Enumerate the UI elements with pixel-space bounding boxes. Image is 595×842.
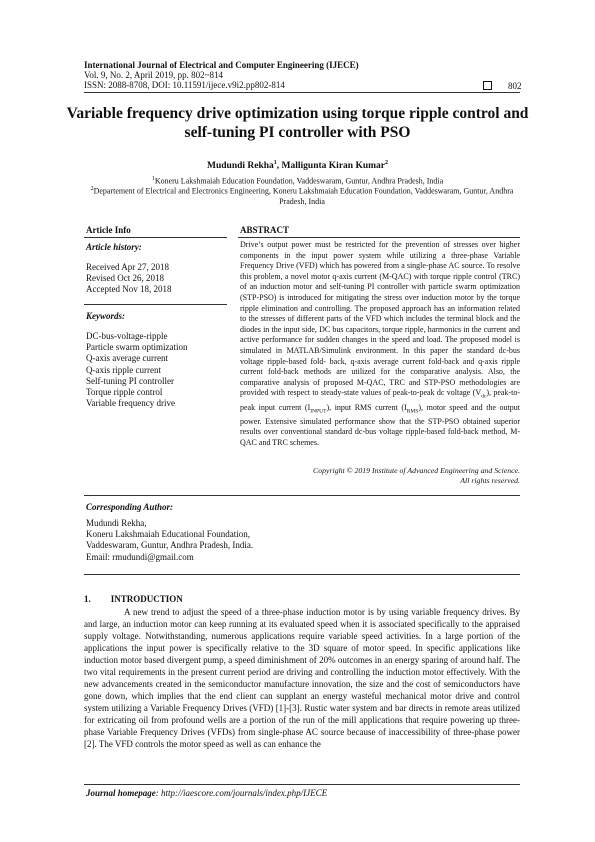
sub-dc: dc — [481, 393, 487, 400]
keywords-label: Keywords: — [86, 311, 125, 321]
author-2-sup: 2 — [385, 160, 388, 166]
intro-heading — [84, 594, 183, 604]
author-separator: , — [276, 161, 282, 172]
author-list — [60, 160, 535, 171]
keyword-item: Particle swarm optimization — [86, 342, 188, 353]
corresponding-label: Corresponding Author: — [86, 502, 173, 512]
corresponding-rule-top — [84, 495, 520, 496]
article-info-heading: Article Info — [86, 225, 131, 235]
corresponding-line: Koneru Lakshmaiah Educational Foundation, — [86, 529, 250, 540]
copyright-line-1: Copyright © 2019 Institute of Advanced Engineering and Science. — [313, 466, 520, 475]
homepage-url[interactable]: : http://iaescore.com/journals/index.php/IJECE — [155, 788, 328, 798]
volume-info: Vol. 9, No. 2, April 2019, pp. 802~814 — [84, 70, 223, 80]
keyword-item: Self-tuning PI controller — [86, 375, 174, 386]
intro-body — [84, 606, 520, 750]
aff-2-text: Departement of Electrical and Electronics Engineering, Koneru Lakshmaiah Education Foundation, Vaddeswaram, Guntur, Andhra Pradesh, India — [93, 186, 514, 206]
journal-homepage — [86, 788, 327, 798]
keywords-rule — [84, 304, 227, 305]
abstract-part-c: ), input RMS current (I — [326, 402, 407, 412]
copyright-notice — [240, 466, 520, 486]
intro-paragraph: A new trend to adjust the speed of a three-phase induction motor is by using variable frequency drives. By and large, an induction motor can keep running at its evaluated speed when it is associated specifically to the appraised supply voltage. Notwithstanding, numerous applications require variable speed activities. In a large portion of the applications the input power is specifically relative to the 3D square of motor speed. In specific applications like induction motor based divergent pump, a speed diminishment of 20% outcomes in an energy sparing of around half. The two vital requirements in the present current period are driving and controlling the induction motor effectively. With the new advancements created in the semiconductor manufacture innovation, the size and the cost of semiconductors have gone down, which implies that the end client can supplant an energy wasteful mechanical motor drive and control system utilizing a Variable Frequency Drives (VFD) [1]-[3]. Rustic water system and bar directs in remote areas utilized for extricating oil from profound wells are a portion of the run of the mill applications that require powering up three-phase Variable Frequency Drives (VFDs) from single-phase AC source because of inaccessibility of three-phase power [2]. The VFD controls the motor speed as well as can enhance the — [84, 607, 520, 749]
aff-2-sup: 2 — [90, 186, 94, 192]
abstract-part-b: ), peak-to-peak input current (I — [240, 388, 520, 412]
keyword-list — [86, 331, 187, 409]
copyright-line-2: All rights reserved. — [460, 476, 520, 485]
author-1-sup: 1 — [273, 160, 277, 166]
abstract-part-a: Drive’s output power must be restricted for the prevention of stresses over higher components in the input power system while utilizing a three-phase Variable Frequency Drive (VFD) which has powered from a single-phase AC source. To resolve this problem, a novel motor q-axis current (M-QAC) with torque ripple control (TRC) of an induction motor and self-tuning PI controller with particle swarm optimization (STP-PSO) is introduced for mitigating the stress over induction motor by the torque ripple elimination and controlling. The proposed approach has an information related to the stresses of different parts of the VFD which includes the terminal block and the diodes in the input side, DC bus capacitors, torque ripple, harmonics in the current and active performance for sudden changes in the speed and load. The proposed model is simulated in MATLAB/Simulink environment. In this paper the standard dc-bus voltage ripple-based fold- back, q-axis average current fold-back and q-axis ripple current fold-back methods are utilized for the comparative analysis. Also, the comparative analysis of proposed M-QAC, TRC and STP-PSO methodologies are provided with respect to steady-state values of peak-to-peak dc voltage (V — [240, 240, 520, 398]
accepted-date: Accepted Nov 18, 2018 — [86, 284, 172, 295]
running-header — [84, 60, 359, 90]
revised-date: Revised Oct 26, 2018 — [86, 273, 164, 284]
keyword-item: Q-axis ripple current — [86, 364, 161, 375]
homepage-label: Journal homepage — [86, 788, 156, 798]
intro-title: INTRODUCTION — [110, 594, 183, 604]
sub-input: INPUT — [310, 408, 327, 415]
intro-number: 1. — [84, 594, 91, 604]
corresponding-details — [86, 518, 253, 563]
corresponding-line: Vaddeswaram, Guntur, Andhra Pradesh, India. — [86, 540, 254, 551]
keyword-item: Torque ripple control — [86, 387, 163, 398]
journal-name: International Journal of Electrical and Computer Engineering (IJECE) — [84, 60, 359, 70]
keyword-item: Q-axis average current — [86, 353, 168, 364]
keyword-item: Variable frequency drive — [86, 398, 175, 409]
paper-title: Variable frequency drive optimization using torque ripple control and self-tuning PI controller with PSO — [66, 105, 529, 141]
aff-1-text: Koneru Lakshmaiah Education Foundation, Vaddeswaram, Guntur, Andhra Pradesh, India — [154, 176, 444, 186]
square-icon — [483, 81, 492, 90]
article-info-rule — [84, 237, 227, 238]
issn-doi: ISSN: 2088-8708, DOI: 10.11591/ijece.v9i2.pp802-814 — [84, 80, 285, 90]
received-date: Received Apr 27, 2018 — [86, 262, 169, 272]
abstract-text — [240, 240, 520, 448]
history-label: Article history: — [86, 242, 142, 252]
sub-rms: RMS — [406, 408, 419, 415]
author-2: Malligunta Kiran Kumar — [281, 161, 385, 172]
author-1: Mudundi Rekha — [207, 161, 274, 172]
corresponding-line: Email: rmudundi@gmail.com — [86, 551, 194, 562]
abstract-part-d: ), motor speed and the output power. Extensive simulated performance show that the STP-PSO obtained superior results over conventional standard dc-bus voltage ripple-based fold-back method, M-QAC and TRC schemes. — [240, 402, 520, 447]
footer-rule — [84, 784, 520, 785]
corresponding-rule-bottom — [84, 574, 520, 575]
history-dates — [86, 262, 171, 296]
affiliation-2 — [84, 184, 520, 207]
header-rule — [84, 92, 520, 93]
page-number: 802 — [508, 81, 522, 91]
abstract-heading: ABSTRACT — [240, 225, 290, 235]
abstract-rule — [238, 237, 520, 238]
aff-1-sup: 1 — [151, 176, 155, 182]
corresponding-line: Mudundi Rekha, — [86, 518, 147, 528]
keyword-item: DC-bus-voltage-ripple — [86, 331, 168, 341]
